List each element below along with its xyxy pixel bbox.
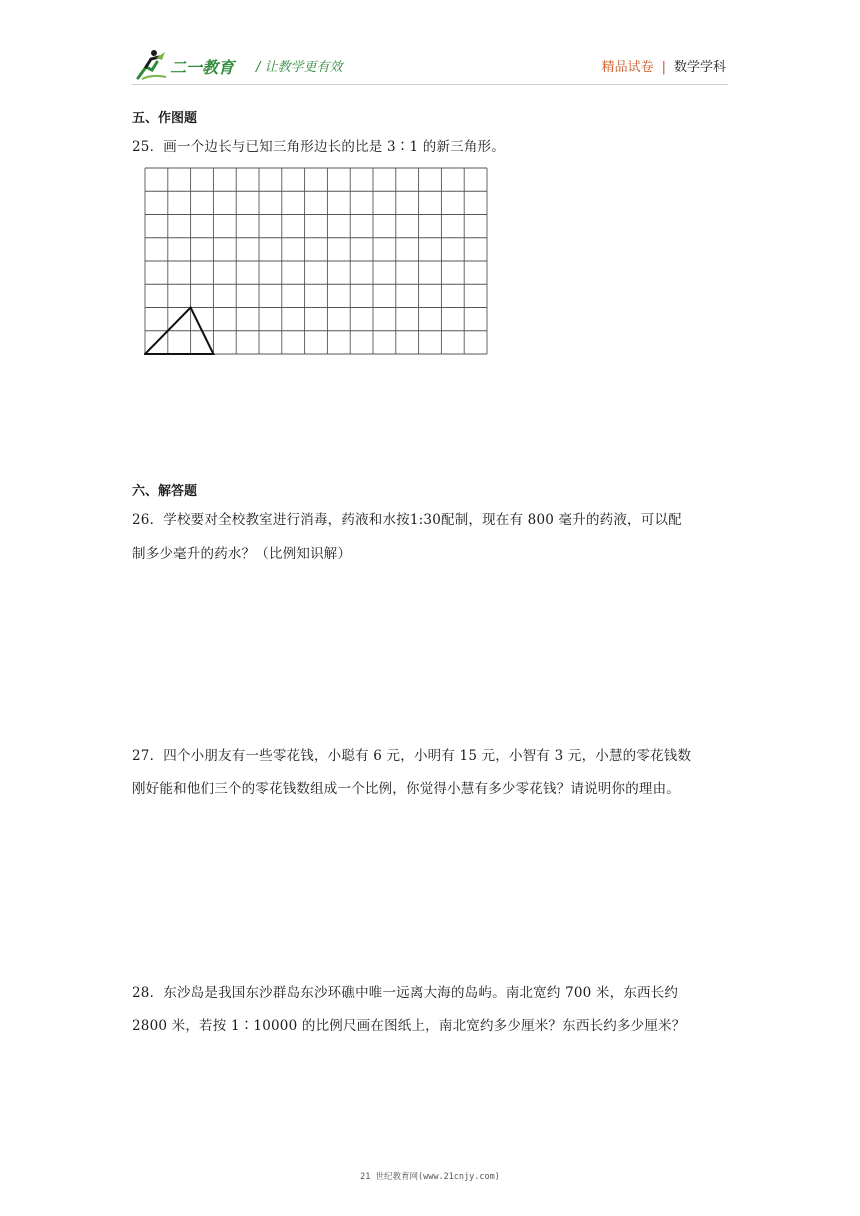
quality-tag: 精品试卷 [601,60,654,75]
drawing-grid [144,167,488,355]
question-26-line2: 制多少毫升的药水？（比例知识解） [132,546,352,562]
subject-tag: 数学学科 [673,60,726,75]
question-27-line2: 刚好能和他们三个的零花钱数组成一个比例，你觉得小慧有多少零花钱？请说明你的理由。 [132,781,680,797]
question-28-line2: 2800 米，若按 1∶10000 的比例尺画在图纸上，南北宽约多少厘米？东西长约多少厘米？ [132,1018,686,1034]
header-tags [602,56,726,75]
logo-text: 二一教育 [170,58,235,77]
question-27-line1: 27．四个小朋友有一些零花钱，小聪有 6 元，小明有 15 元，小智有 3 元，小慧的零花钱数 [132,748,692,764]
brand-logo [132,48,247,82]
question-28-line1: 28．东沙岛是我国东沙群岛东沙环礁中唯一远离大海的岛屿。南北宽约 700 米，东西长约 [132,985,679,1001]
question-26-line1: 26．学校要对全校教室进行消毒，药液和水按1:30配制，现在有 800 毫升的药液，可以配 [132,512,682,528]
tag-separator: | [661,60,666,75]
running-figure-icon [138,50,166,79]
section-title-answers: 六、解答题 [132,484,198,499]
question-25: 25．画一个边长与已知三角形边长的比是 3∶1 的新三角形。 [132,139,505,155]
page-footer: 21 世纪教育网(www.21cnjy.com) [360,1172,500,1182]
slogan: / 让教学更有效 [256,60,343,75]
section-title-drawing: 五、作图题 [132,111,198,126]
page-header [132,44,728,85]
